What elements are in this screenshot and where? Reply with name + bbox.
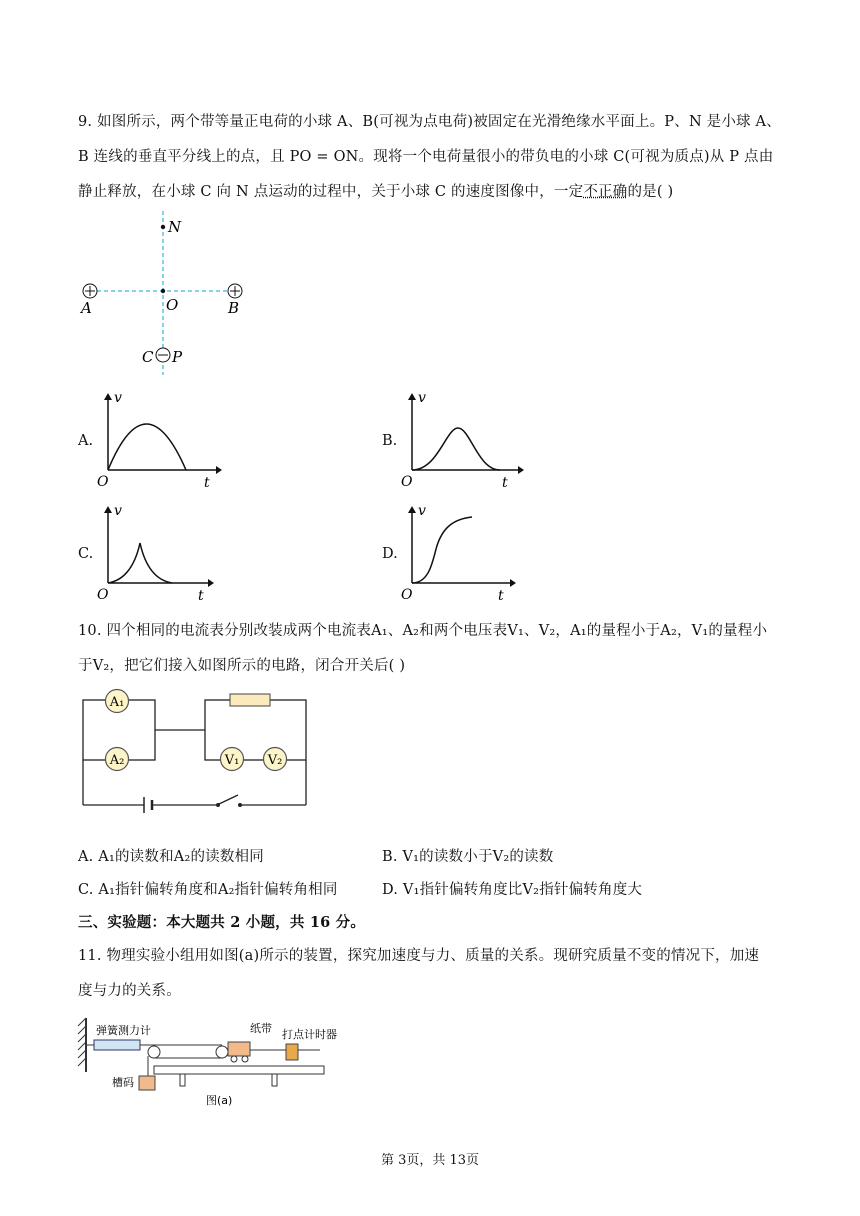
- option-b-graph: [398, 390, 528, 490]
- option-c-v: v: [114, 503, 122, 519]
- option-b-v: v: [418, 390, 426, 406]
- label-tape: 纸带: [250, 1022, 272, 1035]
- option-b-o: O: [401, 474, 413, 490]
- option-a-v: v: [114, 390, 122, 406]
- option-b-label: B.: [382, 433, 398, 449]
- option-a-curve: [108, 424, 186, 470]
- cart: [228, 1042, 250, 1056]
- option-a-t: t: [204, 475, 210, 491]
- option-c-curve: [108, 543, 172, 583]
- option-a-o: O: [97, 474, 109, 490]
- point-o: [161, 289, 165, 293]
- option-c-graph: [94, 503, 224, 603]
- q10-option-d: D. V₁指针偏转角度比V₂指针偏转角度大: [382, 882, 643, 898]
- q10-line1: 10. 四个相同的电流表分别改装成两个电流表A₁、A₂和两个电压表V₁、V₂，A₁的量程小于A₂，V₁的量程小: [78, 623, 768, 639]
- spring-scale: [94, 1040, 140, 1050]
- q9-line3-pre: 静止释放，在小球 C 向 N 点运动的过程中，关于小球 C 的速度图像中，一定: [78, 184, 584, 200]
- option-b-curve: [412, 428, 500, 470]
- q10-line2: 于V₂，把它们接入如图所示的电路，闭合开关后( ): [78, 658, 406, 674]
- label-b: B: [228, 299, 240, 317]
- label-a: A: [81, 299, 92, 317]
- option-d-label: D.: [382, 546, 398, 562]
- figure-caption: 图(a): [206, 1094, 233, 1107]
- label-o: O: [166, 296, 179, 314]
- q9-charge-figure: [70, 205, 270, 385]
- page-footer: 第 3页，共 13页: [380, 1153, 480, 1168]
- option-d-v: v: [418, 503, 426, 519]
- option-d-graph: [398, 503, 528, 603]
- q9-line3-emphasis: 不正确: [583, 184, 628, 200]
- option-c-t: t: [198, 588, 204, 604]
- q11-line1: 11. 物理实验小组用如图(a)所示的装置，探究加速度与力、质量的关系。现研究质量不变的情况下，加速: [78, 948, 760, 964]
- option-b-t: t: [502, 475, 508, 491]
- label-c: C: [142, 348, 154, 366]
- pulley: [148, 1046, 160, 1058]
- section-3-heading: 三、实验题：本大题共 2 小题，共 16 分。: [78, 914, 366, 931]
- meter-a2-label: A₂: [109, 753, 125, 768]
- label-spring-scale: 弹簧测力计: [96, 1024, 151, 1037]
- label-p: P: [172, 348, 183, 366]
- hanging-weight: [139, 1076, 155, 1090]
- resistor: [230, 694, 270, 706]
- label-timer: 打点计时器: [282, 1028, 337, 1041]
- point-n: [161, 225, 165, 229]
- option-a-graph: [94, 390, 224, 490]
- q9-line2: B 连线的垂直平分线上的点，且 PO = ON。现将一个电荷量很小的带负电的小球 C(可视为质点)从 P 点由: [78, 149, 774, 165]
- label-weight: 槽码: [112, 1076, 134, 1089]
- q9-line1: 9. 如图所示，两个带等量正电荷的小球 A、B(可视为点电荷)被固定在光滑绝缘水平面上。P、N 是小球 A、: [78, 114, 781, 130]
- option-a-label: A.: [78, 433, 94, 449]
- option-d-t: t: [498, 588, 504, 604]
- meter-a1-label: A₁: [109, 695, 125, 710]
- option-c-o: O: [97, 587, 109, 603]
- q11-line2: 度与力的关系。: [78, 983, 181, 999]
- q9-line3: [78, 180, 673, 201]
- meter-v2-label: V₂: [267, 753, 283, 768]
- label-n: N: [168, 218, 182, 236]
- q11-apparatus-figure: [72, 1012, 352, 1106]
- option-d-curve: [412, 517, 472, 583]
- meter-v1-label: V₁: [224, 753, 240, 768]
- switch-symbol: [219, 795, 238, 804]
- q10-option-a: A. A₁的读数和A₂的读数相同: [78, 849, 264, 865]
- board: [154, 1066, 324, 1074]
- option-c-label: C.: [78, 546, 94, 562]
- q10-option-c: C. A₁指针偏转角度和A₂指针偏转角相同: [78, 882, 338, 898]
- q10-option-b: B. V₁的读数小于V₂的读数: [382, 849, 554, 865]
- q10-circuit: [80, 688, 310, 812]
- option-d-o: O: [401, 587, 413, 603]
- timer: [286, 1044, 298, 1060]
- q9-line3-post: 的是( ): [627, 184, 674, 200]
